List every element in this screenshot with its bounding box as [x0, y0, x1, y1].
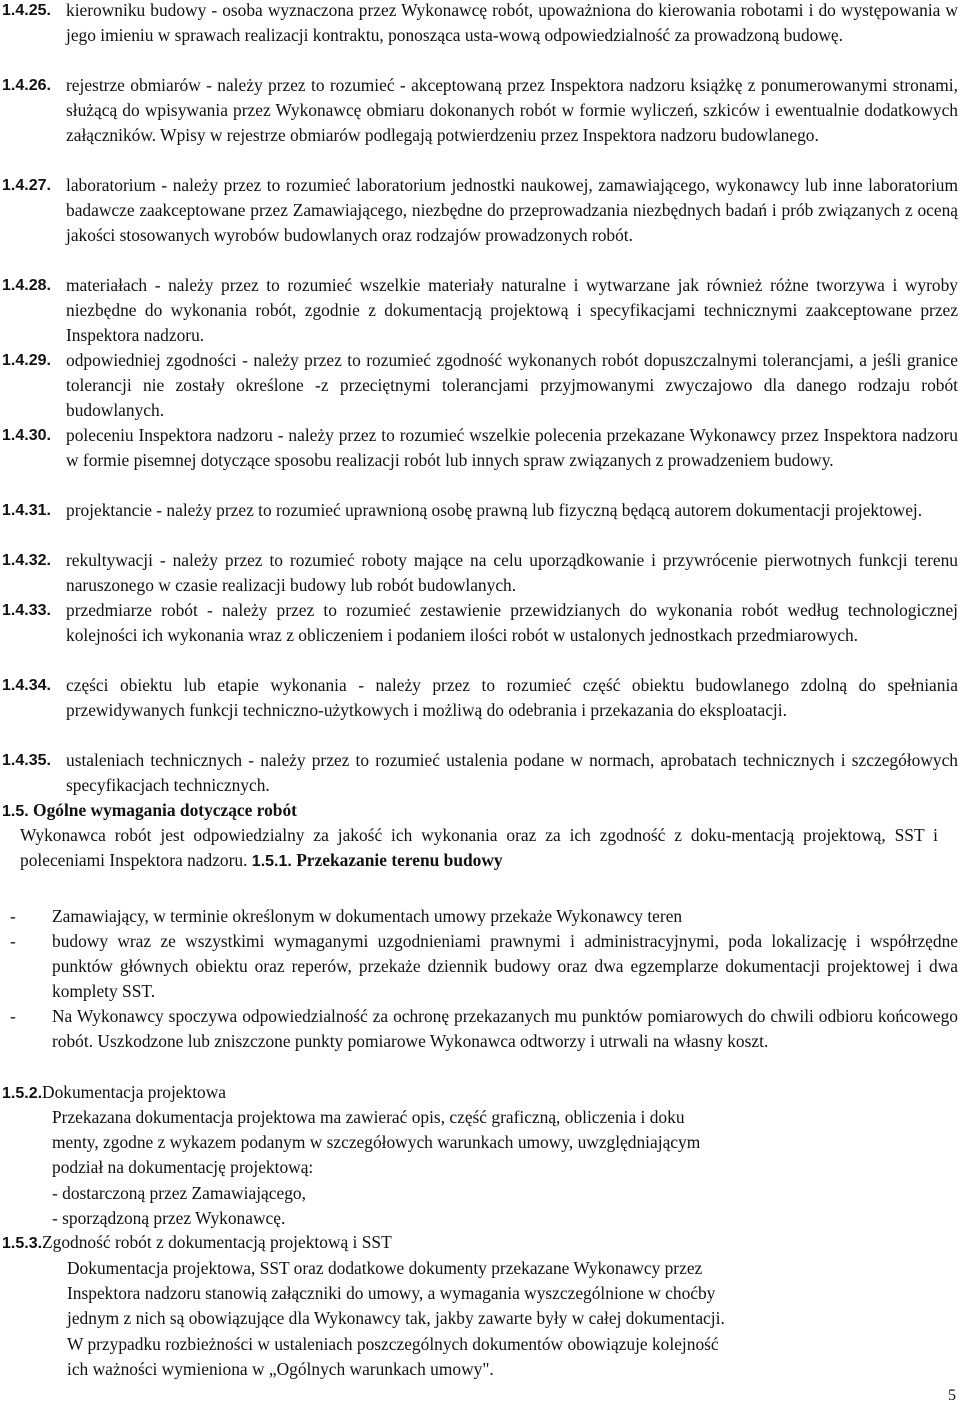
body-line: Przekazana dokumentacja projektowa ma zawierać opis, część graficzną, obliczenia i doku: [52, 1107, 685, 1127]
definition-number: 1.4.28.: [2, 277, 51, 294]
section-intro-text: Wykonawca robót jest odpowiedzialny za jakość ich wykonania oraz za ich zgodność z doku-mentacją projektową, SST i poleceniami Inspektora nadzoru.: [20, 825, 938, 871]
bullet-dash: -: [10, 1006, 16, 1026]
definition-1-4-28: [0, 273, 958, 349]
body-line: jednym z nich są obowiązujące dla Wykonawcy tak, jakby zawarte były w całej dokumentacji.: [67, 1308, 725, 1329]
definition-text: laboratorium - należy przez to rozumieć laboratorium jednostki naukowej, zamawiającego, wykonawcy lub inne laboratorium badawcze zaakceptowane przez Zamawiającego, niezbędne do przeprowadzania niezbędnych badań i prób związanych z oceną jakości stosowanych wyrobów budowlanych oraz rodzajów prowadzonych robót.: [66, 175, 958, 246]
body-line: - sporządzoną przez Wykonawcę.: [52, 1207, 286, 1228]
definition-1-4-33: [0, 598, 958, 648]
definition-number: 1.4.31.: [2, 502, 51, 519]
definition-text: przedmiarze robót - należy przez to rozumieć zestawienie przewidzianych do wykonania robót według technologicznej kolejności ich wykonania wraz z obliczeniem i podaniem ilości robót w ustalonych jednostkach przedmiarowych.: [66, 600, 958, 646]
bullet-item: [10, 929, 958, 1005]
bullet-item: [10, 904, 958, 929]
definition-1-4-34: [0, 673, 958, 723]
body-line: Dokumentacja projektowa, SST oraz dodatkowe dokumenty przekazane Wykonawcy przez: [67, 1258, 703, 1278]
subsection-heading-1-5-3: [2, 1230, 958, 1256]
bullet-text: Zamawiający, w terminie określonym w dokumentach umowy przekaże Wykonawcy teren: [52, 906, 683, 926]
definition-1-4-31: [0, 498, 958, 523]
definition-number: 1.4.32.: [2, 552, 51, 569]
definition-number: 1.4.26.: [2, 77, 51, 94]
subsection-heading-1-5-2: [2, 1080, 958, 1106]
body-line: podział na dokumentację projektową:: [52, 1157, 314, 1178]
subsection-number: 1.5.3.: [2, 1235, 43, 1252]
body-line: - dostarczoną przez Zamawiającego,: [52, 1182, 306, 1203]
body-line: Inspektora nadzoru stanowią załączniki do umowy, a wymagania wyszczególnione w choćby: [67, 1283, 716, 1304]
bullet-text: Na Wykonawcy spoczywa odpowiedzialność za ochronę przekazanych mu punktów pomiarowych do chwili odbioru końcowego robót. Uszkodzone lub zniszczone punkty pomiarowe Wykonawca odtworzy i utrwali na własny koszt.: [52, 1006, 958, 1052]
definition-text: rejestrze obmiarów - należy przez to rozumieć - akceptowaną przez Inspektora nadzoru książkę z ponumerowanymi stronami, służącą do wpisywania przez Wykonawcę obmiaru dokonanych robót w formie wyliczeń, szkiców i ewentualnie dodatkowych załączników. Wpisy w rejestrze obmiarów podlegają potwierdzeniu przez Inspektora nadzoru budowlanego.: [66, 75, 958, 146]
definition-number: 1.4.25.: [2, 2, 51, 19]
section-number: 1.5.: [2, 803, 29, 820]
definition-1-4-29: [0, 348, 958, 424]
section-title: Ogólne wymagania dotyczące robót: [33, 800, 297, 820]
bullet-dash: -: [10, 906, 16, 926]
definition-number: 1.4.34.: [2, 677, 51, 694]
definition-number: 1.4.30.: [2, 427, 51, 444]
definition-1-4-25: [0, 0, 958, 48]
definition-text: rekultywacji - należy przez to rozumieć roboty mające na celu uporządkowanie i przywrócenie pierwotnych funkcji terenu naruszonego w czasie realizacji budowy lub robót budowlanych.: [66, 550, 958, 596]
body-line: W przypadku rozbieżności w ustaleniach poszczególnych dokumentów obowiązuje kolejność: [67, 1333, 719, 1354]
section-heading-1-5: [2, 798, 958, 824]
body-line: ich ważności wymieniona w „Ogólnych warunkach umowy".: [67, 1358, 494, 1379]
definition-number: 1.4.35.: [2, 752, 51, 769]
definition-1-4-30: [0, 423, 958, 473]
subsection-body-1-5-3: [67, 1256, 947, 1382]
subsection-body-1-5-2: [52, 1105, 932, 1231]
definition-1-4-32: [0, 548, 958, 598]
definition-text: poleceniu Inspektora nadzoru - należy przez to rozumieć wszelkie polecenia przekazane Wykonawcy przez Inspektora nadzoru w formie pisemnej dotyczące sposobu realizacji robót lub innych spraw związanych z prowadzeniem budowy.: [66, 425, 958, 471]
definition-text: części obiektu lub etapie wykonania - należy przez to rozumieć część obiektu budowlanego zdolną do spełniania przewidywanych funkcji techniczno-użytkowych i możliwą do odebrania i przekazania do eksploatacji.: [66, 675, 958, 721]
definition-text: materiałach - należy przez to rozumieć wszelkie materiały naturalne i wytwarzane jak również różne tworzywa i wyroby niezbędne do wykonania robót, zgodnie z dokumentacją projektową i specyfikacjami technicznymi zaakceptowane przez Inspektora nadzoru.: [66, 275, 958, 346]
definition-number: 1.4.33.: [2, 602, 51, 619]
subsection-number: 1.5.2.: [2, 1085, 43, 1102]
definition-text: kierowniku budowy - osoba wyznaczona przez Wykonawcę robót, upoważniona do kierowania robotami i do występowania w jego imieniu w sprawach realizacji kontraktu, ponosząca usta-wową odpowiedzialność za prowadzoną budowę.: [66, 0, 958, 46]
body-line: menty, zgodne z wykazem podanym w szczegółowych warunkach umowy, uwzględniającym: [52, 1132, 701, 1153]
subsection-number: 1.5.1.: [251, 853, 292, 871]
page-number: 5: [948, 1387, 956, 1404]
definition-text: ustaleniach technicznych - należy przez to rozumieć ustalenia podane w normach, aprobatach technicznych i szczegółowych specyfikacjach technicznych.: [66, 750, 958, 796]
definition-number: 1.4.27.: [2, 177, 51, 194]
bullet-dash: -: [10, 931, 16, 951]
definition-1-4-26: [0, 73, 958, 149]
bullet-text: budowy wraz ze wszystkimi wymaganymi uzgodnieniami prawnymi i administracyjnymi, poda lokalizację i współrzędne punktów głównych obiektu oraz reperów, przekaże dziennik budowy oraz dwa egzemplarze dokumentacji projektowej i dwa komplety SST.: [52, 931, 958, 1002]
definition-number: 1.4.29.: [2, 352, 51, 369]
definition-text: odpowiedniej zgodności - należy przez to rozumieć zgodność wykonanych robót dopuszczalnymi tolerancjami, a jeśli granice tolerancji nie zostały określone -z przeciętnymi tolerancjami przyjmowanymi zwyczajowo dla danego rodzaju robót budowlanych.: [66, 350, 958, 421]
section-intro-paragraph: [20, 823, 938, 874]
definition-1-4-27: [0, 173, 958, 249]
subsection-title: Dokumentacja projektowa: [42, 1082, 227, 1102]
subsection-title: Zgodność robót z dokumentacją projektową i SST: [42, 1232, 392, 1252]
definition-1-4-35: [0, 748, 958, 798]
bullet-item: [10, 1004, 958, 1054]
definition-text: projektancie - należy przez to rozumieć uprawnioną osobę prawną lub fizyczną będącą autorem dokumentacji projektowej.: [66, 500, 923, 520]
subsection-title: Przekazanie terenu budowy: [296, 850, 503, 871]
